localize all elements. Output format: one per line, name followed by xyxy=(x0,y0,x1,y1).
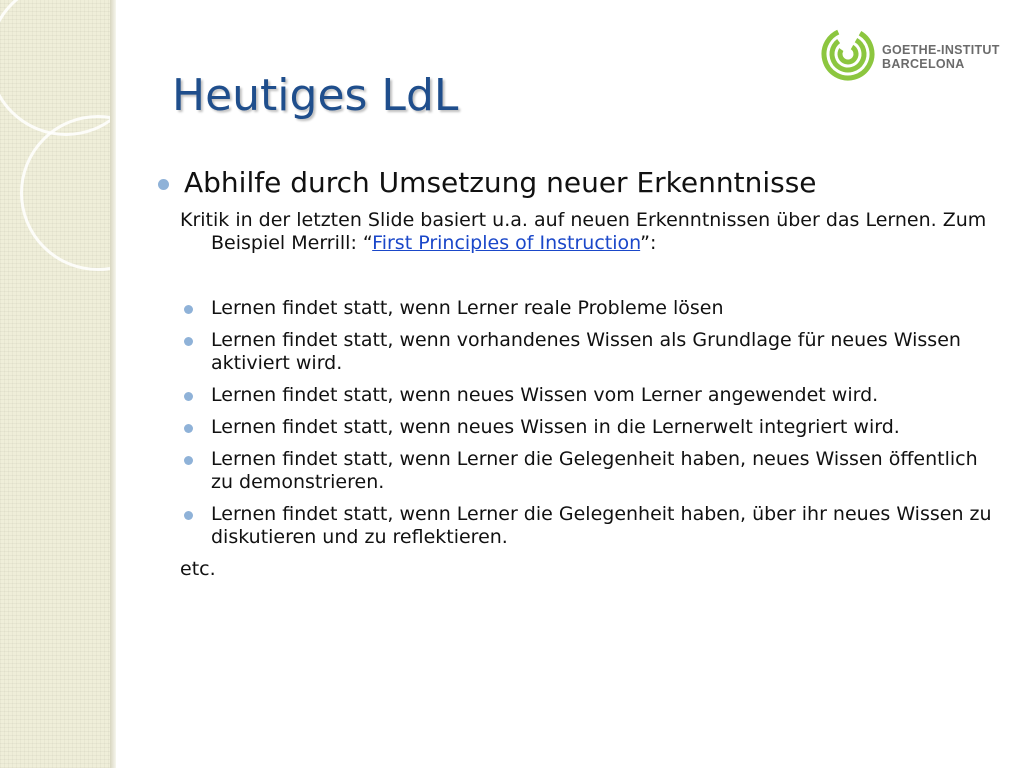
goethe-institut-logo xyxy=(820,26,1010,82)
decorative-side-strip xyxy=(0,0,110,768)
list-item-text: Lernen findet statt, wenn neues Wissen in die Lernerwelt integriert wird. xyxy=(211,416,900,438)
main-bullet-text: Abhilfe durch Umsetzung neuer Erkenntnisse xyxy=(184,166,817,199)
bullet-dot-icon xyxy=(184,456,193,465)
intro-text-after: ”: xyxy=(640,232,657,254)
list-item xyxy=(180,448,1000,494)
bullet-dot-icon xyxy=(184,392,193,401)
first-principles-link[interactable]: First Principles of Instruction xyxy=(372,232,641,254)
principles-list xyxy=(180,297,1000,549)
bullet-dot-icon xyxy=(184,305,193,314)
bullet-dot-icon xyxy=(184,424,193,433)
list-item-text: Lernen findet statt, wenn vorhandenes Wissen als Grundlage für neues Wissen aktiviert wird. xyxy=(211,329,961,374)
logo-text xyxy=(882,43,1000,71)
intro-paragraph xyxy=(180,209,1000,255)
list-item xyxy=(180,503,1000,549)
list-item-text: Lernen findet statt, wenn Lerner die Gelegenheit haben, neues Wissen öffentlich zu demonstrieren. xyxy=(211,448,978,493)
main-bullet xyxy=(180,166,1000,200)
list-item xyxy=(180,297,1000,320)
decorative-circle xyxy=(20,115,110,271)
logo-line-2: BARCELONA xyxy=(882,57,965,71)
slide-title: Heutiges LdL xyxy=(172,70,459,121)
closing-text: etc. xyxy=(180,558,216,580)
list-item xyxy=(180,416,1000,439)
bullet-dot-icon xyxy=(158,179,169,190)
list-item-text: Lernen findet statt, wenn Lerner die Gelegenheit haben, über ihr neues Wissen zu diskutieren und zu reflektieren. xyxy=(211,503,992,548)
list-item xyxy=(180,384,1000,407)
list-item-text: Lernen findet statt, wenn Lerner reale Probleme lösen xyxy=(211,297,724,319)
strip-edge-shadow xyxy=(110,0,116,768)
bullet-dot-icon xyxy=(184,337,193,346)
intro-text-before: Kritik in der letzten Slide basiert u.a. auf neuen Erkenntnissen über das Lernen. Zum Beispiel Merrill: “ xyxy=(180,209,987,254)
logo-line-1: GOETHE-INSTITUT xyxy=(882,43,1000,57)
list-item xyxy=(180,329,1000,375)
slide-content xyxy=(180,166,1000,581)
bullet-dot-icon xyxy=(184,511,193,520)
goethe-spiral-icon xyxy=(820,26,876,82)
list-item-text: Lernen findet statt, wenn neues Wissen vom Lerner angewendet wird. xyxy=(211,384,879,406)
